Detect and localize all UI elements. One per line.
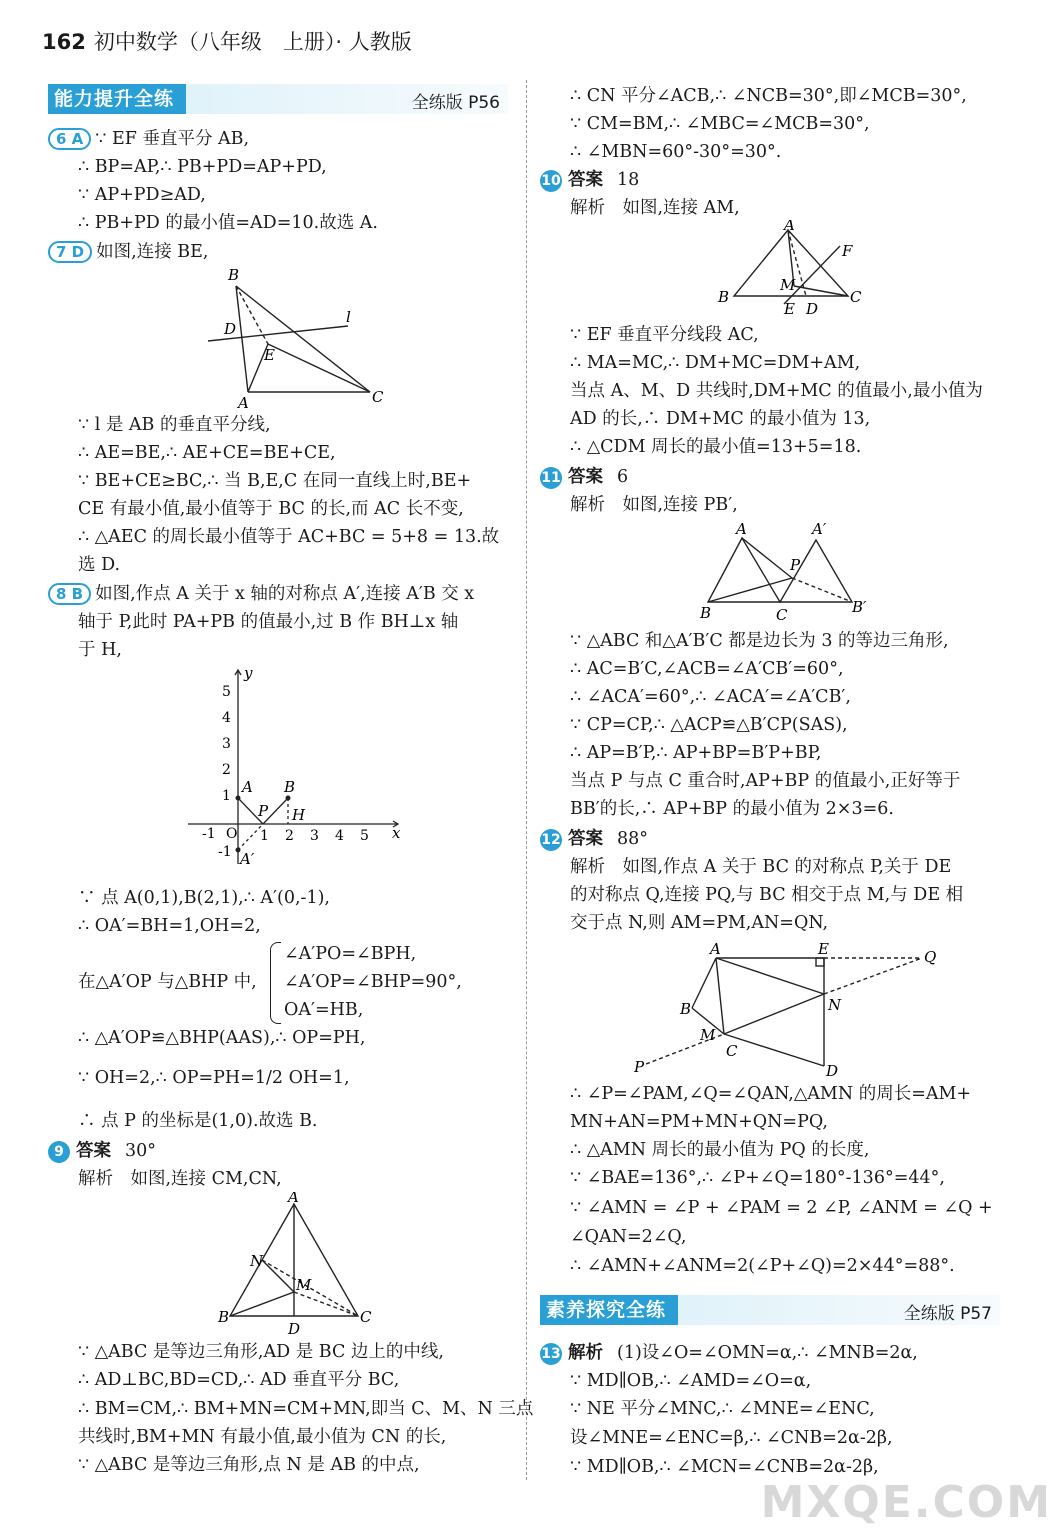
text-line: 在△A′OP 与△BHP 中, bbox=[78, 972, 257, 992]
banner-ref: 全练版 P57 bbox=[903, 1304, 992, 1324]
svg-text:A′: A′ bbox=[812, 520, 827, 538]
text-line: ∵ MD∥OB,∴ ∠AMD=∠O=α, bbox=[570, 1371, 812, 1391]
text-line: 解析 如图,作点 A 关于 BC 的对称点 P,关于 DE bbox=[570, 857, 952, 877]
text-line: ∴ ∠ACA′=60°,∴ ∠ACA′=∠A′CB′, bbox=[570, 687, 851, 707]
text-line: ∵ 点 A(0,1),B(2,1),∴ A′(0,-1), bbox=[78, 888, 330, 908]
figure-q12 bbox=[634, 938, 954, 1078]
svg-text:3: 3 bbox=[222, 736, 231, 752]
text-line: 共线时,BM+MN 有最小值,最小值为 CN 的长, bbox=[78, 1427, 447, 1447]
svg-text:D: D bbox=[826, 1062, 839, 1078]
banner-title: 能力提升全练 bbox=[48, 84, 186, 114]
text-line: CE 有最小值,最小值等于 BC 的长,而 AC 长不变, bbox=[78, 499, 464, 519]
q9-answer-line: 9 答案 30° bbox=[48, 1139, 156, 1163]
text-line: ∴ △A′OP≌△BHP(AAS),∴ OP=PH, bbox=[78, 1028, 366, 1048]
figure-q9 bbox=[216, 1192, 386, 1342]
text-line: ∴ ∠MBN=60°-30°=30°. bbox=[570, 142, 782, 162]
q8-line: 8 B 如图,作点 A 关于 x 轴的对称点 A′,连接 A′B 交 x bbox=[48, 582, 474, 606]
text-line: ∴ AD⊥BC,BD=CD,∴ AD 垂直平分 BC, bbox=[78, 1370, 400, 1390]
text-line: ∵ EF 垂直平分线段 AC, bbox=[570, 325, 759, 345]
q7-badge: 7 D bbox=[48, 241, 92, 263]
svg-text:-1: -1 bbox=[202, 826, 216, 842]
label-D: D bbox=[224, 320, 237, 338]
text-line: 当点 P 与点 C 重合时,AP+BP 的值最小,正好等于 bbox=[570, 771, 961, 791]
text-line: OA′=HB, bbox=[284, 1000, 364, 1020]
svg-text:2: 2 bbox=[222, 762, 231, 778]
text-line: ∴ PB+PD 的最小值=AD=10.故选 A. bbox=[78, 213, 378, 233]
label-A: A bbox=[238, 394, 249, 412]
svg-text:E: E bbox=[818, 940, 829, 958]
text-line: ∵ OH=2,∴ OP=PH=1/2 OH=1, bbox=[78, 1068, 350, 1088]
label-H: H bbox=[292, 806, 306, 824]
svg-text:A: A bbox=[784, 220, 795, 234]
text-line: ∴ △AMN 周长的最小值为 PQ 的长度, bbox=[570, 1140, 870, 1160]
text-line: ∴ CN 平分∠ACB,∴ ∠NCB=30°,即∠MCB=30°, bbox=[570, 86, 967, 106]
label-A: A bbox=[288, 1192, 299, 1206]
label-N: N bbox=[250, 1252, 264, 1270]
banner-ref: 全练版 P56 bbox=[411, 93, 500, 113]
text-line: ∴ ∠P=∠PAM,∠Q=∠QAN,△AMN 的周长=AM+ bbox=[570, 1084, 972, 1104]
svg-text:C: C bbox=[850, 288, 862, 306]
q13-line: 13 解析 (1)设∠O=∠OMN=α,∴ ∠MNB=2α, bbox=[541, 1343, 918, 1363]
svg-text:C: C bbox=[726, 1042, 738, 1060]
column-divider bbox=[526, 80, 527, 1480]
label-B: B bbox=[228, 266, 240, 284]
svg-text:3: 3 bbox=[310, 828, 319, 844]
text-line: ∵ CM=BM,∴ ∠MBC=∠MCB=30°, bbox=[570, 114, 870, 134]
svg-text:M: M bbox=[780, 276, 796, 294]
svg-text:P: P bbox=[634, 1058, 645, 1076]
svg-text:5: 5 bbox=[222, 684, 231, 700]
svg-text:O: O bbox=[226, 826, 238, 842]
figure-q10 bbox=[706, 220, 876, 320]
text-line: ∠QAN=2∠Q, bbox=[570, 1227, 687, 1247]
text-line: 的对称点 Q,连接 PQ,与 BC 相交于点 M,与 DE 相 bbox=[570, 885, 964, 905]
text-line: ∵ CP=CP,∴ △ACP≌△B′CP(SAS), bbox=[570, 715, 848, 735]
text-line: ∴ BM=CM,∴ BM+MN=CM+MN,即当 C、M、N 三点 bbox=[78, 1399, 534, 1419]
text-line: ∵ NE 平分∠MNC,∴ ∠MNE=∠ENC, bbox=[570, 1399, 875, 1419]
svg-text:N: N bbox=[828, 996, 842, 1014]
text-line: ∴ AC=B′C,∠ACB=∠A′CB′=60°, bbox=[570, 659, 844, 679]
text-line: AD 的长,∴ DM+MC 的最小值为 13, bbox=[570, 409, 871, 429]
text-line: ∴ MA=MC,∴ DM+MC=DM+AM, bbox=[570, 353, 861, 373]
text-line: 轴于 P,此时 PA+PB 的值最小,过 B 作 BH⊥x 轴 bbox=[78, 612, 459, 632]
text-line: ∴ ∠AMN+∠ANM=2(∠P+∠Q)=2×44°=88°. bbox=[570, 1256, 955, 1276]
svg-text:y: y bbox=[244, 664, 253, 682]
text-line: ∵ BE+CE≥BC,∴ 当 B,E,C 在同一直线上时,BE+ bbox=[78, 471, 472, 491]
figure-q8-coordinate-plane bbox=[188, 664, 408, 874]
q8-badge: 8 B bbox=[48, 583, 91, 605]
label-A: A bbox=[242, 778, 253, 796]
svg-text:-1: -1 bbox=[218, 844, 232, 860]
text-line: ∠A′OP=∠BHP=90°, bbox=[284, 972, 462, 992]
svg-text:Q: Q bbox=[924, 948, 937, 966]
figure-q7 bbox=[198, 264, 398, 414]
figure-q11 bbox=[696, 518, 886, 628]
q6-badge: 6 A bbox=[48, 128, 91, 150]
q13-badge: 13 bbox=[540, 1343, 562, 1365]
text-line: 选 D. bbox=[78, 555, 121, 575]
text-line: ∵ △ABC 是等边三角形,AD 是 BC 边上的中线, bbox=[78, 1342, 444, 1362]
svg-text:M: M bbox=[700, 1026, 716, 1044]
svg-text:B: B bbox=[718, 288, 730, 306]
q10-badge: 10 bbox=[540, 170, 562, 192]
text-line: 设∠MNE=∠ENC=β,∴ ∠CNB=2α-2β, bbox=[570, 1428, 893, 1448]
watermark: MXQE.COM bbox=[760, 1477, 1052, 1528]
svg-text:B: B bbox=[680, 1000, 692, 1018]
text-line: ∵ △ABC 是等边三角形,点 N 是 AB 的中点, bbox=[78, 1455, 420, 1475]
q6-line: 6 A ∵ EF 垂直平分 AB, bbox=[48, 127, 249, 151]
label-B: B bbox=[284, 778, 296, 796]
text-line: ∴ △CDM 周长的最小值=13+5=18. bbox=[570, 437, 862, 457]
banner-title: 素养探究全练 bbox=[540, 1295, 678, 1325]
section-banner-literacy bbox=[540, 1295, 1000, 1325]
text-line: 当点 A、M、D 共线时,DM+MC 的值最小,最小值为 bbox=[570, 381, 983, 401]
q11-badge: 11 bbox=[540, 467, 562, 489]
text-line: 于 H, bbox=[78, 640, 122, 660]
page-header bbox=[42, 26, 412, 56]
brace bbox=[270, 942, 281, 1024]
text-line: 解析 如图,连接 CM,CN, bbox=[78, 1169, 282, 1189]
text-line: 解析 如图,连接 AM, bbox=[570, 198, 740, 218]
text-line: ∴ △AEC 的周长最小值等于 AC+BC = 5+8 = 13.故 bbox=[78, 527, 500, 547]
svg-text:A: A bbox=[710, 940, 721, 958]
text-line: MN+AN=PM+MN+QN=PQ, bbox=[570, 1112, 828, 1132]
svg-text:C: C bbox=[776, 606, 788, 624]
text-line: ∴ 点 P 的坐标是(1,0).故选 B. bbox=[78, 1111, 318, 1131]
text-line: ∴ AP=B′P,∴ AP+BP=B′P+BP, bbox=[570, 743, 822, 763]
label-C: C bbox=[360, 1308, 372, 1326]
label-C: C bbox=[372, 388, 384, 406]
svg-text:B: B bbox=[700, 604, 712, 622]
svg-text:D: D bbox=[806, 300, 819, 318]
q10-answer-line: 10 答案 18 bbox=[541, 170, 640, 190]
text-line: ∵ l 是 AB 的垂直平分线, bbox=[78, 415, 271, 435]
section-banner-ability bbox=[48, 84, 508, 114]
q12-answer-line: 12 答案 88° bbox=[541, 829, 649, 849]
text-line: ∵ ∠AMN = ∠P + ∠PAM = 2 ∠P, ∠ANM = ∠Q + bbox=[570, 1198, 993, 1218]
svg-text:5: 5 bbox=[360, 828, 369, 844]
svg-text:P: P bbox=[790, 556, 801, 574]
text-line: ∴ AE=BE,∴ AE+CE=BE+CE, bbox=[78, 443, 336, 463]
label-l: l bbox=[346, 308, 351, 326]
label-P: P bbox=[258, 802, 269, 820]
text-line: ∵ △ABC 和△A′B′C 都是边长为 3 的等边三角形, bbox=[570, 631, 949, 651]
page-number: 162 bbox=[42, 30, 86, 54]
q11-answer-line: 11 答案 6 bbox=[541, 467, 629, 487]
svg-text:2: 2 bbox=[285, 828, 294, 844]
svg-text:E: E bbox=[784, 300, 795, 318]
svg-text:1: 1 bbox=[260, 828, 269, 844]
q12-badge: 12 bbox=[540, 829, 562, 851]
text-line: ∵ ∠BAE=136°,∴ ∠P+∠Q=180°-136°=44°, bbox=[570, 1168, 945, 1188]
text-line: ∴ OA′=BH=1,OH=2, bbox=[78, 916, 261, 936]
text-line: BB′的长,∴ AP+BP 的最小值为 2×3=6. bbox=[570, 799, 894, 819]
svg-text:4: 4 bbox=[335, 828, 344, 844]
svg-text:B′: B′ bbox=[852, 598, 867, 616]
label-E: E bbox=[264, 346, 275, 364]
label-A-prime: A′ bbox=[240, 850, 255, 868]
text-line: 解析 如图,连接 PB′, bbox=[570, 495, 738, 515]
svg-text:1: 1 bbox=[222, 788, 231, 804]
text-line: ∴ BP=AP,∴ PB+PD=AP+PD, bbox=[78, 157, 327, 177]
q9-badge: 9 bbox=[48, 1141, 70, 1163]
text-line: 交于点 N,则 AM=PM,AN=QN, bbox=[570, 913, 829, 933]
svg-text:x: x bbox=[392, 824, 401, 842]
svg-text:4: 4 bbox=[222, 710, 231, 726]
text-line: ∵ MD∥OB,∴ ∠MCN=∠CNB=2α-2β, bbox=[570, 1457, 879, 1477]
text-line: ∵ AP+PD≥AD, bbox=[78, 185, 206, 205]
label-D: D bbox=[288, 1320, 301, 1338]
svg-text:A: A bbox=[736, 520, 747, 538]
q7-line: 7 D 如图,连接 BE, bbox=[48, 240, 208, 264]
book-title: 初中数学（八年级 上册）· 人教版 bbox=[93, 30, 412, 54]
svg-text:F: F bbox=[842, 242, 853, 260]
label-M: M bbox=[296, 1276, 312, 1294]
text-line: ∠A′PO=∠BPH, bbox=[284, 944, 417, 964]
label-B: B bbox=[218, 1308, 230, 1326]
